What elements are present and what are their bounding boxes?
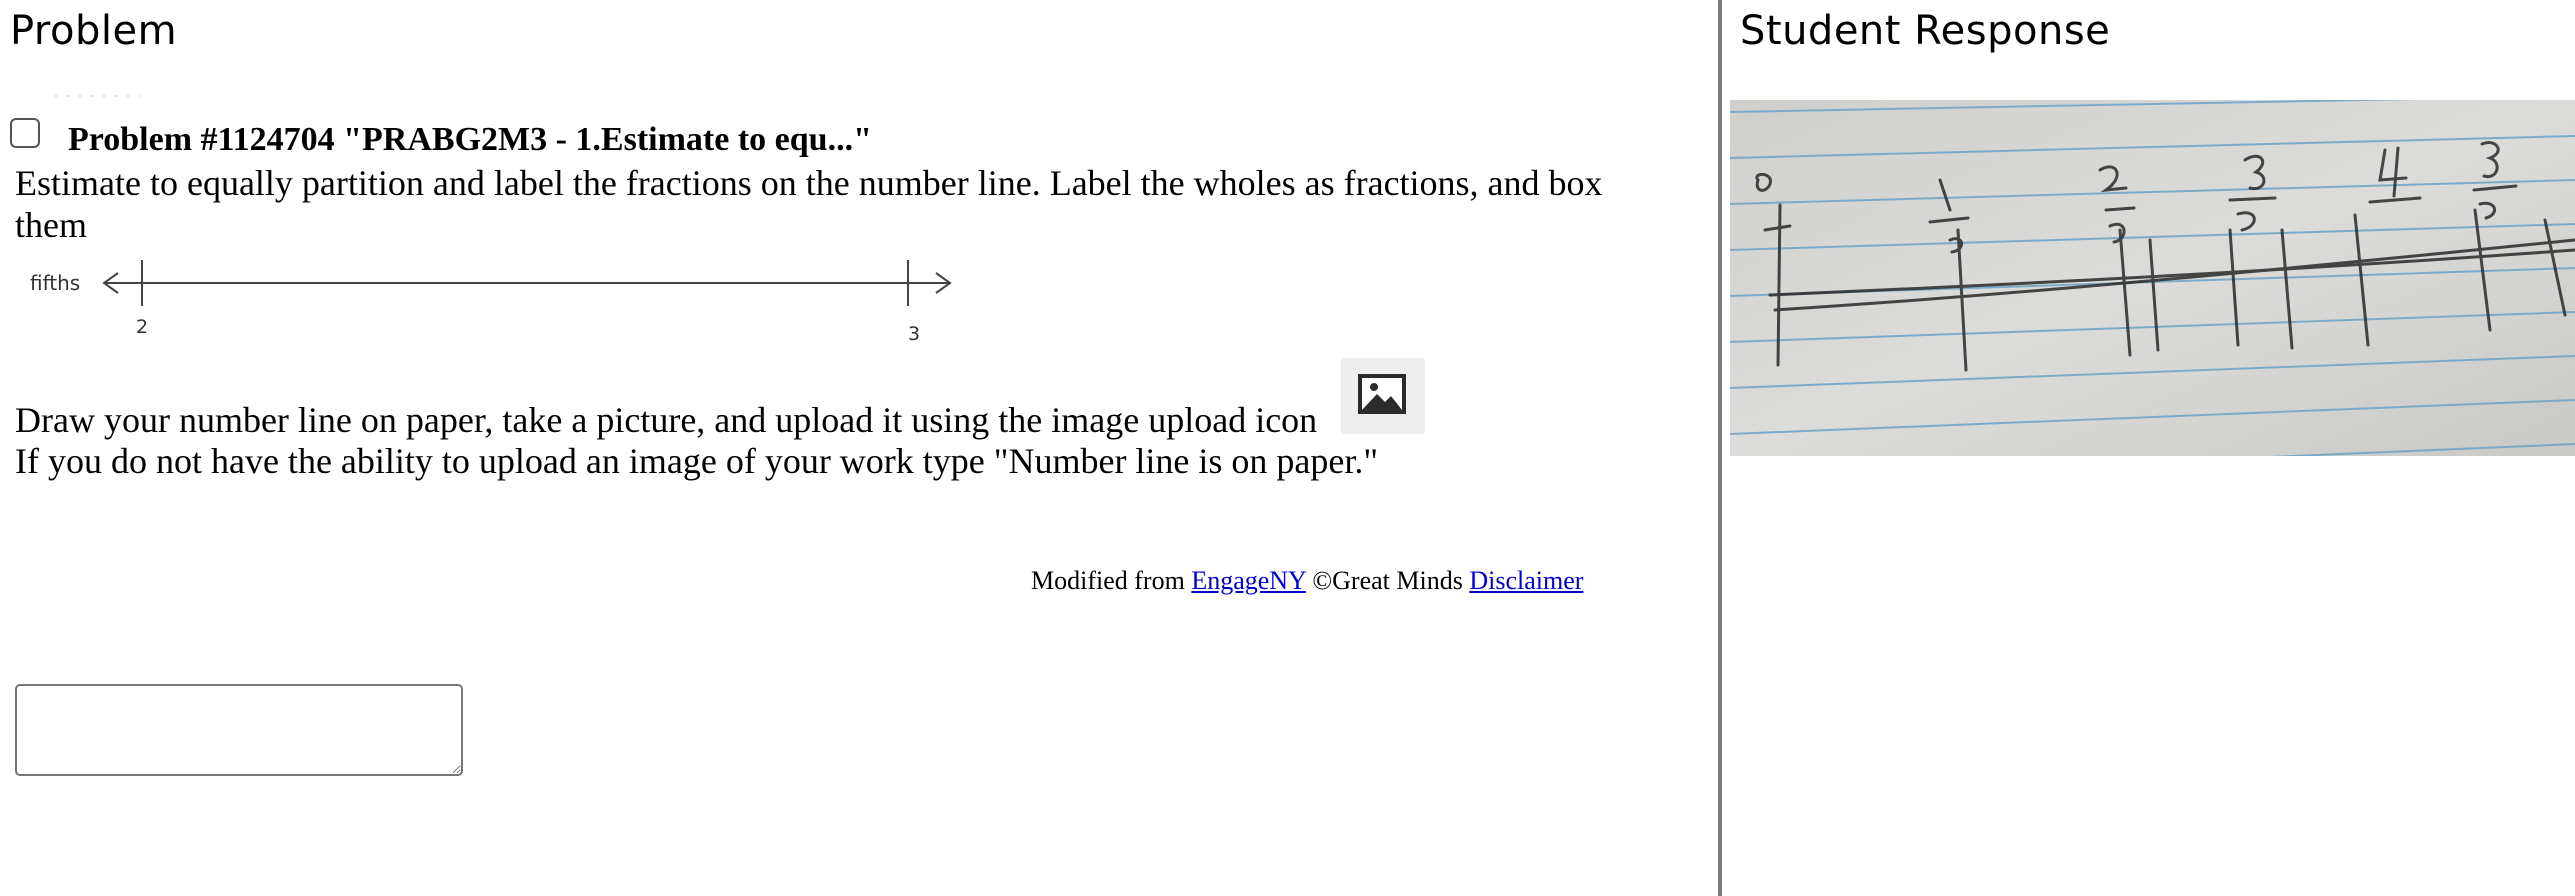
problem-heading: Problem — [10, 8, 178, 54]
answer-input[interactable] — [15, 684, 463, 776]
number-line-label: fifths — [30, 271, 81, 295]
problem-prompt: Estimate to equally partition and label the fractions on the number line. Label the wholes as fractions, and box them — [15, 163, 1603, 245]
number-line-start-label: 2 — [135, 316, 149, 338]
disclaimer-link[interactable]: Disclaimer — [1469, 566, 1584, 595]
credit-line — [1031, 566, 1583, 596]
problem-title: Problem #1124704 "PRABG2M3 - 1.Estimate to equ..." — [68, 121, 872, 158]
faint-dots-decoration — [50, 94, 140, 98]
response-heading: Student Response — [1740, 8, 2111, 54]
image-icon — [1341, 358, 1425, 434]
engageny-link[interactable]: EngageNY — [1191, 566, 1306, 595]
upload-instruction: Draw your number line on paper, take a picture, and upload it using the image upload icon — [15, 400, 1318, 440]
handwritten-number-line-photo — [1730, 100, 2575, 456]
problem-checkbox[interactable] — [10, 118, 40, 148]
credit-prefix: Modified from — [1031, 566, 1185, 595]
response-panel — [1722, 0, 2575, 896]
credit-middle: ©Great Minds — [1312, 566, 1463, 595]
alternative-instruction: If you do not have the ability to upload an image of your work type "Number line is on paper." — [15, 441, 1379, 481]
number-line-end-label: 3 — [907, 323, 921, 345]
number-line-figure — [14, 250, 964, 350]
